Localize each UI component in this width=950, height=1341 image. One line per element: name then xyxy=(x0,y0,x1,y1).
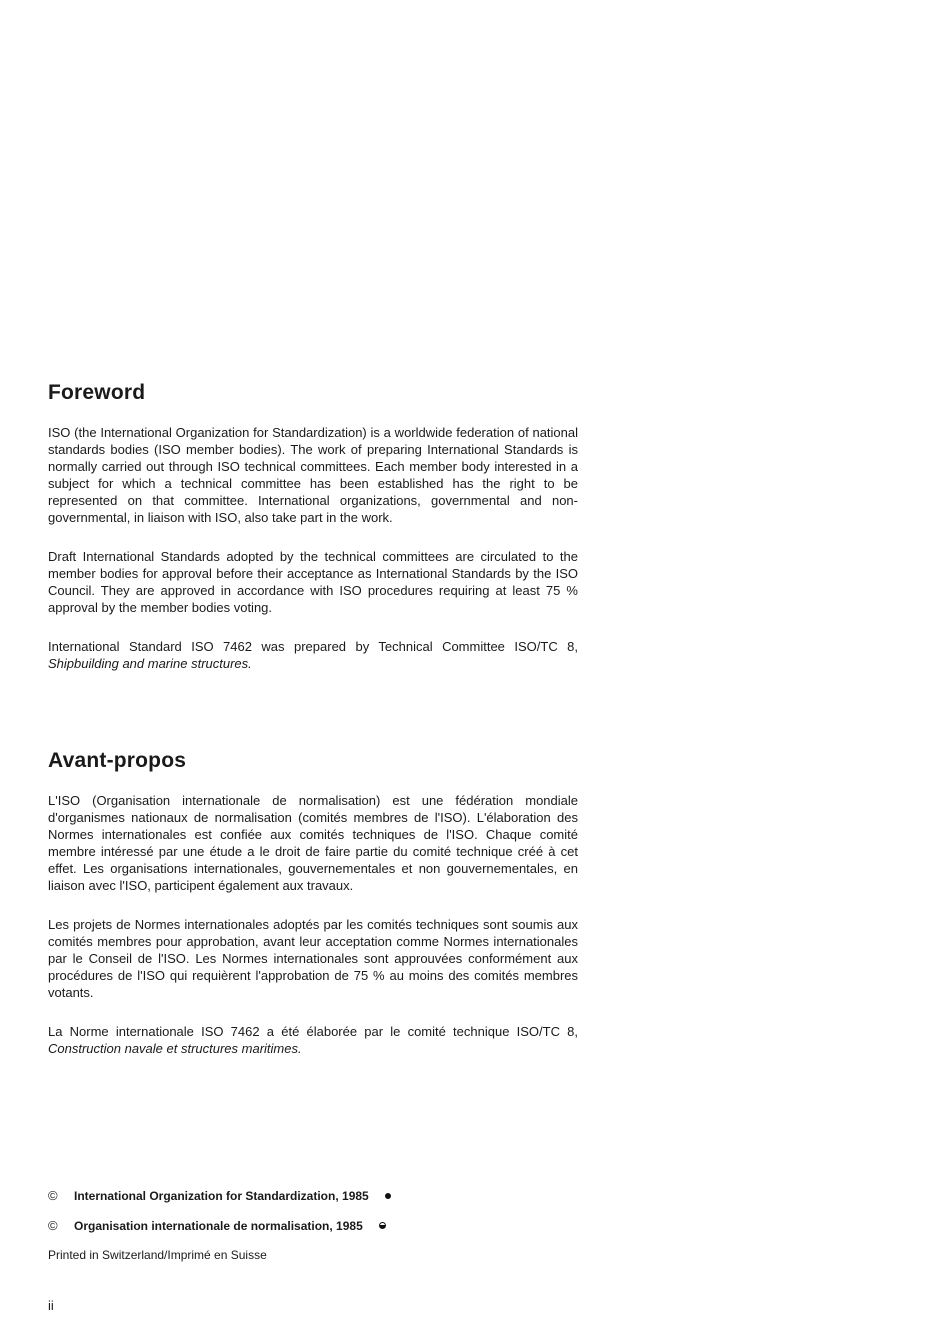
avant-propos-section xyxy=(48,749,578,1079)
foreword-paragraph-1: ISO (the International Organization for Standardization) is a worldwide federation of national standards bodies (ISO member bodies). The work of preparing International Standards is normally carried out through ISO technical committees. Each member body interested in a subject for which a technical committee has been established has the right to be represented on that committee. International organizations, governmental and non-governmental, in liaison with ISO, also take part in the work. xyxy=(48,425,578,525)
avant-propos-paragraph-1: L'ISO (Organisation internationale de normalisation) est une fédération mondiale d'organismes nationaux de normalisation (comités membres de l'ISO). L'élaboration des Normes internationales est confiée aux comités techniques de l'ISO. Chaque comité membre intéressé par une étude a le droit de faire partie du comité technique créé à cet effet. Les organisations internationales, gouvernementales et non gouvernementales, en liaison avec l'ISO, participent également aux travaux. xyxy=(48,793,578,893)
avant-propos-p3-italic: Construction navale et structures maritimes. xyxy=(48,1041,302,1056)
half-circle-icon xyxy=(379,1222,386,1229)
copyright-french-text: Organisation internationale de normalisation, 1985 xyxy=(74,1218,363,1233)
page-number: ii xyxy=(48,1298,54,1313)
avant-propos-p3-text: La Norme internationale ISO 7462 a été élaborée par le comité technique ISO/TC 8, xyxy=(48,1024,578,1039)
avant-propos-paragraph-3 xyxy=(48,1023,578,1057)
foreword-p3-text: International Standard ISO 7462 was prepared by Technical Committee ISO/TC 8, xyxy=(48,639,578,654)
avant-propos-title: Avant-propos xyxy=(48,749,187,772)
printed-in-note: Printed in Switzerland/Imprimé en Suisse xyxy=(48,1248,267,1262)
copyright-english xyxy=(48,1188,391,1203)
foreword-paragraph-3 xyxy=(48,638,578,672)
copyright-french xyxy=(48,1218,386,1233)
avant-propos-paragraph-2: Les projets de Normes internationales adoptés par les comités techniques sont soumis aux comités membres pour approbation, avant leur acceptation comme Normes internationales par le Conseil de l'ISO. Les Normes internationales sont approuvées conformément aux procédures de l'ISO qui requièrent l'approbation de 75 % au moins des comités membres votants. xyxy=(48,917,578,1000)
foreword-section xyxy=(48,381,578,694)
foreword-p3-italic: Shipbuilding and marine structures. xyxy=(48,656,252,671)
copyright-icon: © xyxy=(48,1188,58,1203)
copyright-english-text: International Organization for Standardization, 1985 xyxy=(74,1188,369,1203)
filled-circle-icon xyxy=(385,1193,391,1199)
copyright-icon: © xyxy=(48,1218,58,1233)
foreword-paragraph-2: Draft International Standards adopted by the technical committees are circulated to the member bodies for approval before their acceptance as International Standards by the ISO Council. They are approved in accordance with ISO procedures requiring at least 75 % approval by the member bodies voting. xyxy=(48,549,578,615)
foreword-title: Foreword xyxy=(48,381,146,404)
